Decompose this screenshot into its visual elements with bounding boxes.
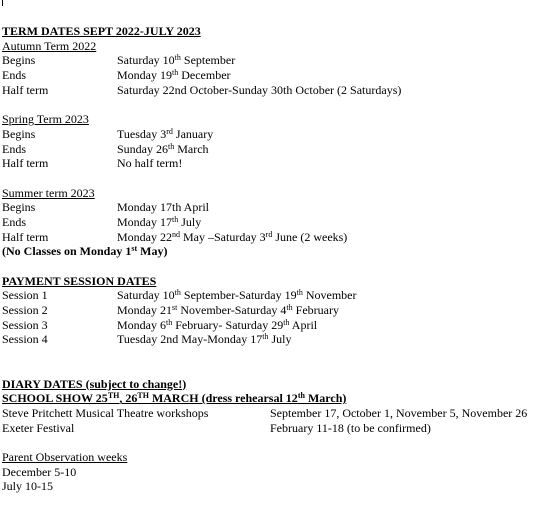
spring-ends-row [2,142,547,157]
row-label: Begins [2,126,36,141]
no-classes-note: (No Classes on Monday 1st May) [2,244,168,259]
row-label: Half term [2,156,49,171]
spacer [2,259,547,274]
row-label: Ends [2,214,26,229]
spring-begins-row [2,127,547,142]
session-dates: Saturday 10th September-Saturday 19th November [117,288,357,303]
spacer [2,362,547,377]
summer-half-term-row [2,230,547,245]
text-cursor [2,0,3,6]
payment-heading: PAYMENT SESSION DATES [2,273,157,288]
summer-term-title: Summer term 2023 [2,185,95,200]
observation-week: December 5-10 [2,464,77,479]
session-dates: Tuesday 2nd May-Monday 17th July [117,332,292,347]
autumn-half-term-row [2,83,547,98]
diary-heading: DIARY DATES (subject to change!) [2,376,187,391]
session-label: Session 4 [2,332,48,347]
row-label: Steve Pritchett Musical Theatre workshops [2,405,209,420]
session-row [2,318,547,333]
festival-row [2,421,547,436]
row-value: Sunday 26th March [117,141,209,156]
row-value: Tuesday 3rd January [117,126,214,141]
session-row [2,303,547,318]
row-value: February 11-18 (to be confirmed) [270,420,431,435]
spring-term-title: Spring Term 2023 [2,112,89,127]
row-value: Saturday 22nd October-Sunday 30th October (2 Saturdays) [117,82,402,97]
session-row [2,288,547,303]
autumn-begins-row [2,53,547,68]
row-label: Ends [2,68,26,83]
school-show-line: SCHOOL SHOW 25TH, 26TH MARCH (dress rehearsal 12th March) [2,391,347,406]
row-label: Begins [2,200,36,215]
workshops-row [2,406,547,421]
row-value: September 17, October 1, November 5, November 26 [270,405,528,420]
observation-week: July 10-15 [2,479,53,494]
spacer [2,435,547,450]
row-value: Saturday 10th September [117,53,236,68]
spacer [2,347,547,362]
row-label: Ends [2,141,26,156]
row-label: Begins [2,53,36,68]
spring-half-term-row [2,156,547,171]
document-body [2,24,547,494]
session-label: Session 1 [2,288,48,303]
session-dates: Monday 6th February- Saturday 29th April [117,317,318,332]
session-dates: Monday 21st November-Saturday 4th February [117,303,339,318]
session-row [2,332,547,347]
observation-title: Parent Observation weeks [2,449,128,464]
autumn-term-title: Autumn Term 2022 [2,38,97,53]
row-value: Monday 17th July [117,214,202,229]
spacer [2,97,547,112]
session-label: Session 2 [2,303,48,318]
row-label: Exeter Festival [2,420,75,435]
row-value: Monday 17th April [117,200,209,215]
row-value: Monday 22nd May –Saturday 3rd June (2 weeks) [117,229,348,244]
summer-begins-row [2,200,547,215]
summer-ends-row [2,215,547,230]
spacer [2,171,547,186]
row-value: Monday 19th December [117,68,231,83]
row-label: Half term [2,229,49,244]
term-dates-heading: TERM DATES SEPT 2022-JULY 2023 [2,24,201,38]
session-label: Session 3 [2,317,48,332]
autumn-ends-row [2,68,547,83]
row-value: No half term! [117,156,183,171]
row-label: Half term [2,82,49,97]
